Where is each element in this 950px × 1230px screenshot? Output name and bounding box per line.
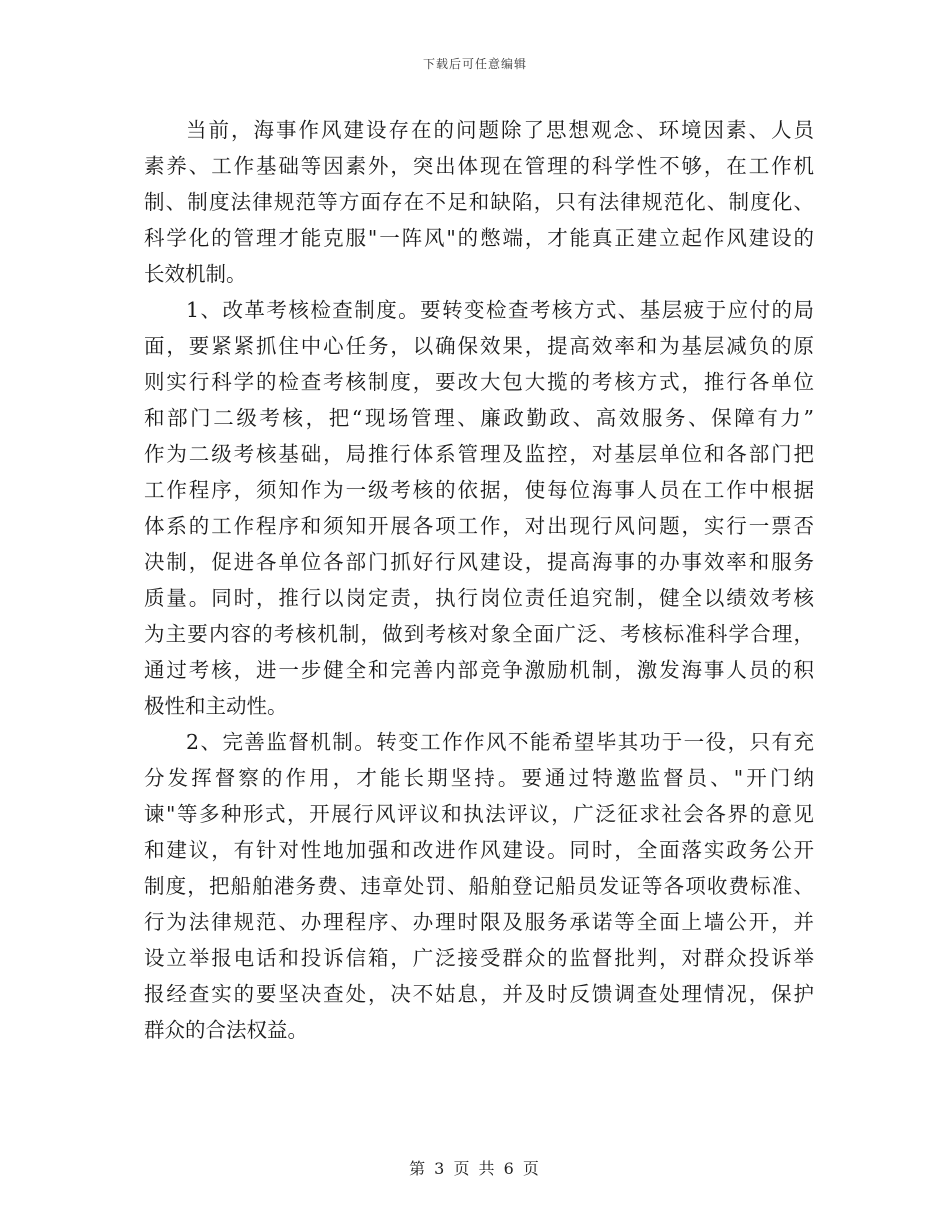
text-line: 分发挥督察的作用，才能长期坚持。要通过特邀监督员、"开门纳	[144, 766, 814, 790]
body-text	[144, 112, 814, 1048]
text-line: 体系的工作程序和须知开展各项工作，对出现行风问题，实行一票否	[144, 514, 814, 538]
text-line: 报经查实的要坚决查处，决不姑息，并及时反馈调查处理情况，保护	[144, 982, 814, 1006]
text-line: 决制，促进各单位各部门抓好行风建设，提高海事的办事效率和服务	[144, 550, 814, 574]
paragraph-supervision	[144, 724, 814, 1048]
text-line: 制度，把船舶港务费、违章处罚、船舶登记船员发证等各项收费标准、	[144, 874, 814, 898]
text-line: 素养、工作基础等因素外，突出体现在管理的科学性不够，在工作机	[144, 154, 814, 178]
text-line: 和部门二级考核，把“现场管理、廉政勤政、高效服务、保障有力”	[144, 406, 814, 430]
text-line: 长效机制。	[144, 262, 247, 286]
paragraph-assessment-reform	[144, 292, 814, 724]
text-line: 和建议，有针对性地加强和改进作风建设。同时，全面落实政务公开	[144, 838, 814, 862]
text-line: 制、制度法律规范等方面存在不足和缺陷，只有法律规范化、制度化、	[144, 190, 814, 214]
text-line: 科学化的管理才能克服"一阵风"的憋端，才能真正建立起作风建设的	[144, 226, 814, 250]
text-line: 极性和主动性。	[144, 694, 288, 718]
text-line: 2、完善监督机制。转变工作作风不能希望毕其功于一役，只有充	[186, 730, 814, 754]
text-line: 通过考核，进一步健全和完善内部竞争激励机制，激发海事人员的积	[144, 658, 814, 682]
header-note: 下载后可任意编辑	[422, 57, 527, 71]
text-line: 质量。同时，推行以岗定责，执行岗位责任追究制，健全以绩效考核	[144, 586, 814, 610]
text-line: 行为法律规范、办理程序、办理时限及服务承诺等全面上墙公开，并	[144, 910, 814, 934]
paragraph-intro	[144, 112, 814, 292]
text-line: 设立举报电话和投诉信箱，广泛接受群众的监督批判，对群众投诉举	[144, 946, 814, 970]
text-line: 当前，海事作风建设存在的问题除了思想观念、环境因素、人员	[186, 118, 814, 142]
text-line: 作为二级考核基础，局推行体系管理及监控，对基层单位和各部门把	[144, 442, 814, 466]
text-line: 工作程序，须知作为一级考核的依据，使每位海事人员在工作中根据	[144, 478, 814, 502]
text-line: 面，要紧紧抓住中心任务，以确保效果，提高效率和为基层减负的原	[144, 334, 814, 358]
page-number: 第 3 页 共 6 页	[409, 1159, 541, 1178]
text-line: 则实行科学的检查考核制度，要改大包大揽的考核方式，推行各单位	[144, 370, 814, 394]
text-line: 群众的合法权益。	[144, 1018, 308, 1042]
text-line: 谏"等多种形式，开展行风评议和执法评议，广泛征求社会各界的意见	[144, 802, 814, 826]
text-line: 为主要内容的考核机制，做到考核对象全面广泛、考核标准科学合理，	[144, 622, 814, 646]
text-line: 1、改革考核检查制度。要转变检查考核方式、基层疲于应付的局	[186, 298, 814, 322]
